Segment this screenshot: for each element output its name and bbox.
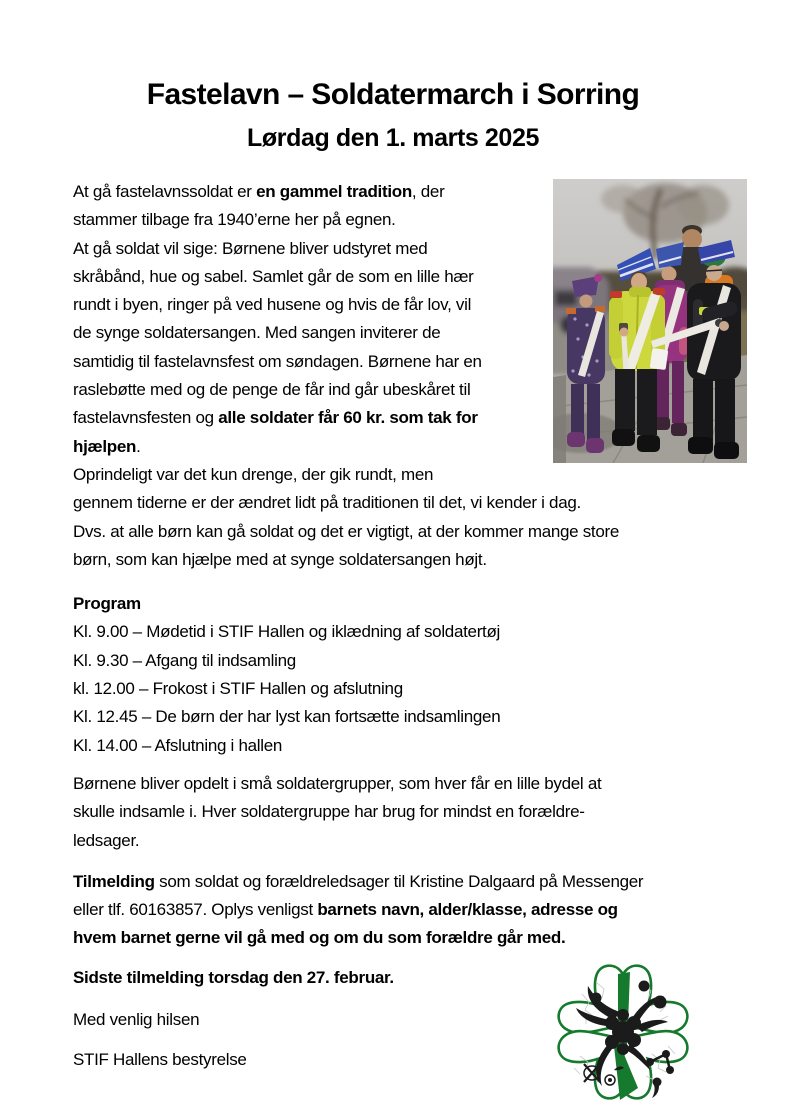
text-line: stammer tilbage fra 1940’erne her på egnen. [73,210,396,230]
page-title: Fastelavn – Soldatermarch i Sorring [146,78,640,111]
text-line: gennem tiderne er der ændret lidt på traditionen til det, vi kender i dag. [73,493,581,513]
fastelavn-soldiers-photo [553,179,747,463]
program-section [73,590,745,760]
greeting-text: Med venlig hilsen [73,1010,200,1030]
program-item: Kl. 12.45 – De børn der har lyst kan fortsætte indsamlingen [73,707,501,727]
text-line: ledsager. [73,830,140,850]
text-line: raslebøtte med og de penge de får ind går ubeskåret til [73,380,471,400]
stif-clover-logo [556,960,690,1102]
text-line: de synge soldatersangen. Med sangen inviterer de [73,323,441,343]
text-line: hvem barnet gerne vil gå med og om du som forældre går med. [73,928,566,948]
text-line: Børnene bliver opdelt i små soldatergrupper, som hver får en lille bydel at [73,773,602,793]
deadline-text: Sidste tilmelding torsdag den 27. februar. [73,967,394,987]
text-line: skråbånd, hue og sabel. Samlet går de som en lille hær [73,266,474,286]
text-line: skulle indsamle i. Hver soldatergruppe har brug for mindst en forældre- [73,802,585,822]
program-item: kl. 12.00 – Frokost i STIF Hallen og afslutning [73,679,403,699]
clover-logo-graphic [556,960,690,1102]
signature-text: STIF Hallens bestyrelse [73,1050,247,1070]
program-list [73,618,745,759]
text-line: fastelavnsfesten og alle soldater får 60 kr. som tak for [73,408,478,428]
signup-paragraph [73,868,745,953]
text-line: hjælpen. [73,436,141,456]
photo-illustration [553,179,747,463]
program-item: Kl. 9.00 – Mødetid i STIF Hallen og iklædning af soldatertøj [73,622,501,642]
text-line: eller tlf. 60163857. Oplys venligst barnets navn, alder/klasse, adresse og [73,900,618,920]
text-line: At gå soldat vil sige: Børnene bliver udstyret med [73,238,428,258]
text-line: børn, som kan hjælpe med at synge soldatersangen højt. [73,549,487,569]
header [0,78,786,153]
text-line: Dvs. at alle børn kan gå soldat og det er vigtigt, at der kommer mange store [73,521,620,541]
text-line: Tilmelding som soldat og forældreledsager til Kristine Dalgaard på Messenger [73,871,644,891]
text-line: rundt i byen, ringer på ved husene og hvis de får lov, vil [73,295,472,315]
groups-paragraph [73,770,745,855]
program-item: Kl. 9.30 – Afgang til indsamling [73,650,296,670]
program-heading: Program [73,594,141,614]
text-line: samtidig til fastelavnsfest om søndagen. Børnene har en [73,351,482,371]
page-subtitle: Lørdag den 1. marts 2025 [247,124,539,152]
text-line: At gå fastelavnssoldat er en gammel tradition, der [73,182,445,201]
text-line: Oprindeligt var det kun drenge, der gik rundt, men [73,464,434,484]
program-item: Kl. 14.00 – Afslutning i hallen [73,735,283,755]
